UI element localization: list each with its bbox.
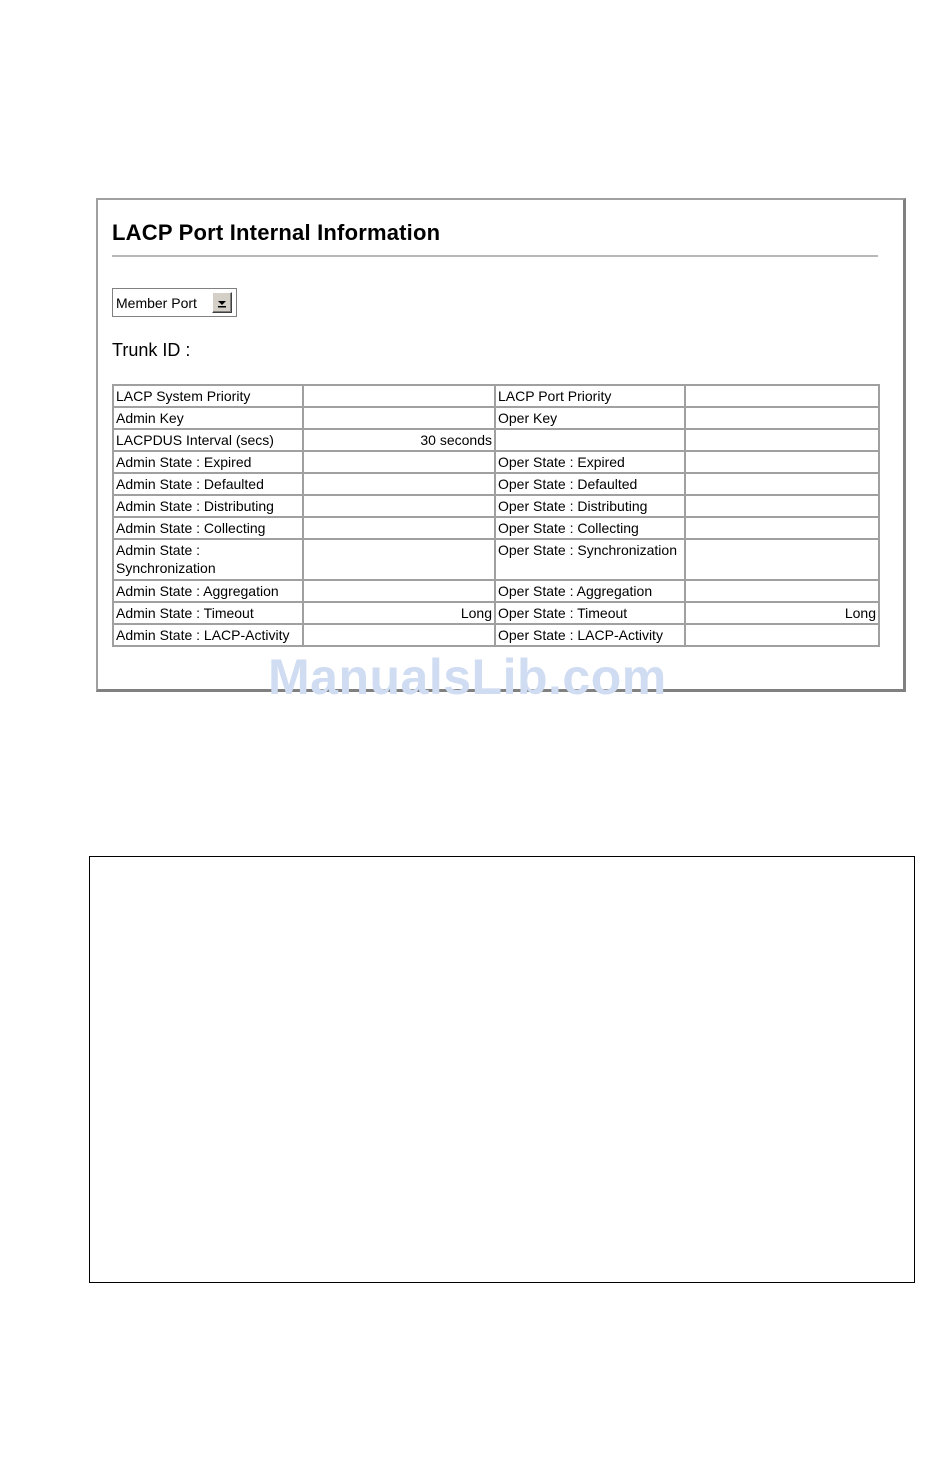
row-label: Oper State : Timeout bbox=[495, 602, 685, 624]
table-row bbox=[113, 495, 879, 517]
row-value bbox=[685, 517, 879, 539]
table-row bbox=[113, 580, 879, 602]
row-value bbox=[303, 451, 495, 473]
row-label: LACPDUS Interval (secs) bbox=[113, 429, 303, 451]
row-value bbox=[685, 429, 879, 451]
table-row bbox=[113, 517, 879, 539]
row-label: Oper State : Collecting bbox=[495, 517, 685, 539]
row-label: Admin State : Synchronization bbox=[113, 539, 303, 580]
row-value bbox=[685, 451, 879, 473]
table-row bbox=[113, 602, 879, 624]
row-value: Long bbox=[685, 602, 879, 624]
row-value bbox=[303, 539, 495, 580]
row-label: Admin Key bbox=[113, 407, 303, 429]
lacp-info-table bbox=[112, 384, 880, 647]
watermark: ManualsLib.com bbox=[268, 649, 667, 705]
table-row bbox=[113, 385, 879, 407]
row-value bbox=[303, 580, 495, 602]
row-label: Admin State : Expired bbox=[113, 451, 303, 473]
table-row bbox=[113, 407, 879, 429]
row-label: Oper State : Defaulted bbox=[495, 473, 685, 495]
row-value bbox=[685, 495, 879, 517]
row-label: Admin State : Distributing bbox=[113, 495, 303, 517]
row-value bbox=[303, 385, 495, 407]
page-title: LACP Port Internal Information bbox=[112, 220, 441, 245]
row-value bbox=[303, 517, 495, 539]
row-value bbox=[303, 624, 495, 646]
row-label bbox=[495, 429, 685, 451]
row-label: Oper State : Distributing bbox=[495, 495, 685, 517]
row-label: Oper Key bbox=[495, 407, 685, 429]
row-label: Oper State : LACP-Activity bbox=[495, 624, 685, 646]
row-value bbox=[685, 407, 879, 429]
row-value: Long bbox=[303, 602, 495, 624]
row-value bbox=[685, 624, 879, 646]
row-label: Oper State : Expired bbox=[495, 451, 685, 473]
member-port-select-value: Member Port bbox=[116, 294, 197, 311]
row-label: Admin State : LACP-Activity bbox=[113, 624, 303, 646]
row-label: LACP Port Priority bbox=[495, 385, 685, 407]
table-row bbox=[113, 473, 879, 495]
row-label: Admin State : Timeout bbox=[113, 602, 303, 624]
row-label: Admin State : Aggregation bbox=[113, 580, 303, 602]
empty-content-box bbox=[89, 856, 915, 1283]
trunk-id-label: Trunk ID : bbox=[112, 340, 191, 360]
row-value bbox=[685, 539, 879, 580]
chevron-down-icon bbox=[217, 298, 227, 308]
dropdown-button[interactable] bbox=[212, 292, 232, 313]
row-value bbox=[303, 495, 495, 517]
member-port-select[interactable] bbox=[112, 288, 237, 317]
row-value bbox=[685, 385, 879, 407]
title-divider bbox=[112, 255, 878, 257]
row-value bbox=[685, 473, 879, 495]
table-row bbox=[113, 429, 879, 451]
table-row bbox=[113, 624, 879, 646]
row-value: 30 seconds bbox=[303, 429, 495, 451]
row-label: Admin State : Defaulted bbox=[113, 473, 303, 495]
row-label: LACP System Priority bbox=[113, 385, 303, 407]
row-value bbox=[685, 580, 879, 602]
row-label: Oper State : Aggregation bbox=[495, 580, 685, 602]
row-value bbox=[303, 407, 495, 429]
table-row bbox=[113, 451, 879, 473]
lacp-port-internal-panel bbox=[96, 198, 906, 692]
table-row bbox=[113, 539, 879, 580]
row-label: Admin State : Collecting bbox=[113, 517, 303, 539]
row-label: Oper State : Synchronization bbox=[495, 539, 685, 580]
row-value bbox=[303, 473, 495, 495]
